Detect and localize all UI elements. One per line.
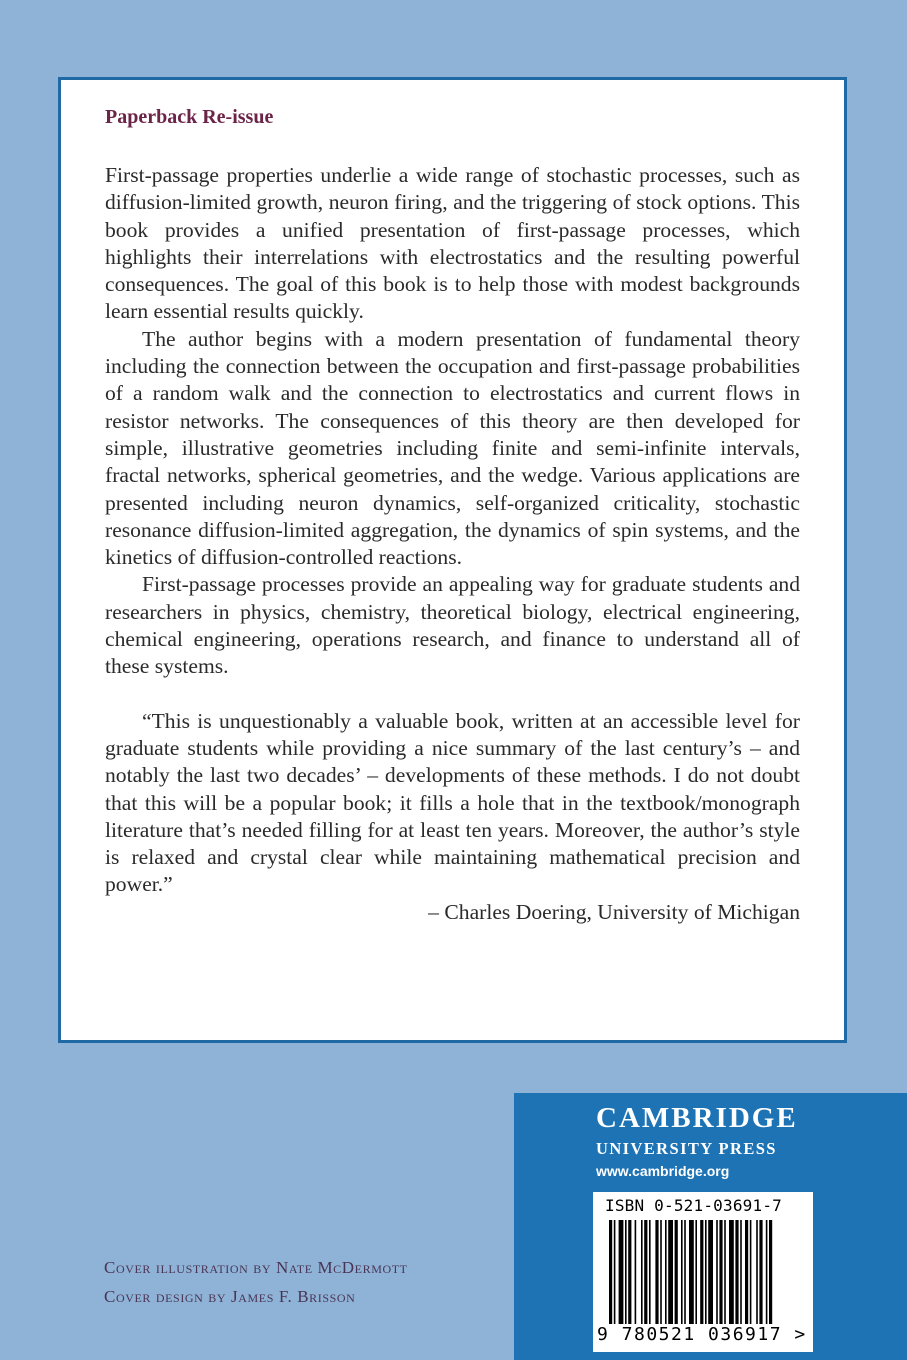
- cover-credits: [104, 1253, 408, 1311]
- publisher-name: CAMBRIDGE: [596, 1102, 798, 1134]
- review-quote: “This is unquestionably a valuable book, written at an accessible level for graduate students while providing a nice summary of the last century’s – and notably the last two decades’ – developments of these methods. I do not doubt that this will be a popular book; it fills a hole that in the textbook/monograph literature that’s needed filling for at least ten years. Moreover, the author’s style is relaxed and crystal clear while maintaining mathematical precision and power.”: [105, 708, 800, 897]
- barcode-bar: [668, 1220, 673, 1332]
- barcode-bar: [609, 1220, 612, 1332]
- barcode-bar: [649, 1220, 651, 1332]
- barcode-bar: [665, 1220, 667, 1332]
- barcode-bar: [700, 1220, 703, 1332]
- design-credit: Cover design by James F. Brisson: [104, 1287, 356, 1306]
- barcode-bar: [716, 1220, 718, 1332]
- barcode-bar: [641, 1220, 643, 1332]
- isbn-label: ISBN 0-521-03691-7: [605, 1196, 782, 1215]
- barcode-bar: [759, 1220, 762, 1332]
- barcode-bar: [689, 1220, 694, 1332]
- barcode-bar: [655, 1220, 658, 1332]
- barcode-bar: [675, 1220, 678, 1332]
- barcode-number: 9 780521 036917 >: [597, 1324, 807, 1345]
- barcode-bar: [745, 1220, 748, 1332]
- description-paragraph-3: First-passage processes provide an appealing way for graduate students and researchers in physics, chemistry, theoretical biology, electrical engineering, chemical engineering, operations research, and finance to understand all of these systems.: [105, 572, 800, 679]
- barcode-bar: [684, 1220, 686, 1332]
- reissue-heading: Paperback Re-issue: [105, 106, 274, 128]
- barcode-bar: [769, 1220, 772, 1332]
- barcode-bar: [619, 1220, 624, 1332]
- publisher-url[interactable]: www.cambridge.org: [596, 1163, 730, 1179]
- barcode-bar: [628, 1220, 631, 1332]
- barcode-bar: [740, 1220, 742, 1332]
- barcode-bar: [705, 1220, 707, 1332]
- barcode-panel: [593, 1192, 813, 1352]
- barcode-bar: [724, 1220, 726, 1332]
- barcode-bar: [735, 1220, 738, 1332]
- barcode-bar: [644, 1220, 647, 1332]
- description-paragraph-2: The author begins with a modern presentation of fundamental theory including the connection between the occupation and first-passage probabilities of a random walk and the connection to electrostatics and current flows in resistor networks. The consequences of this theory are then developed for simple, illustrative geometries including finite and semi-infinite intervals, fractal networks, spherical geometries, and the wedge. Various applications are presented including neuron dynamics, self-organized criticality, stochastic resonance diffusion-limited aggregation, the dynamics of spin systems, and the kinetics of diffusion-controlled reactions.: [105, 326, 800, 570]
- back-cover-text-panel: [58, 77, 847, 1043]
- barcode-bar: [756, 1220, 758, 1332]
- barcode-bar: [695, 1220, 697, 1332]
- barcode-bar: [719, 1220, 722, 1332]
- description-paragraph-1: First-passage properties underlie a wide range of stochastic processes, such as diffusion-limited growth, neuron firing, and the triggering of stock options. This book provides a unified presentation of first-passage processes, which highlights their interrelations with electrostatics and the resulting powerful consequences. The goal of this book is to help those with modest backgrounds learn essential results quickly.: [105, 163, 800, 324]
- review-attribution: – Charles Doering, University of Michigan: [428, 899, 800, 924]
- publisher-subname: UNIVERSITY PRESS: [596, 1139, 777, 1158]
- barcode-bar: [635, 1220, 637, 1332]
- barcode-bar: [708, 1220, 713, 1332]
- illustration-credit: Cover illustration by Nate McDermott: [104, 1258, 408, 1277]
- barcode-bar: [625, 1220, 627, 1332]
- barcode-bar: [750, 1220, 752, 1332]
- barcode-bar: [681, 1220, 683, 1332]
- barcode-bar: [614, 1220, 616, 1332]
- barcode-bar: [729, 1220, 734, 1332]
- barcode-bar: [660, 1220, 662, 1332]
- barcode-bar: [766, 1220, 768, 1332]
